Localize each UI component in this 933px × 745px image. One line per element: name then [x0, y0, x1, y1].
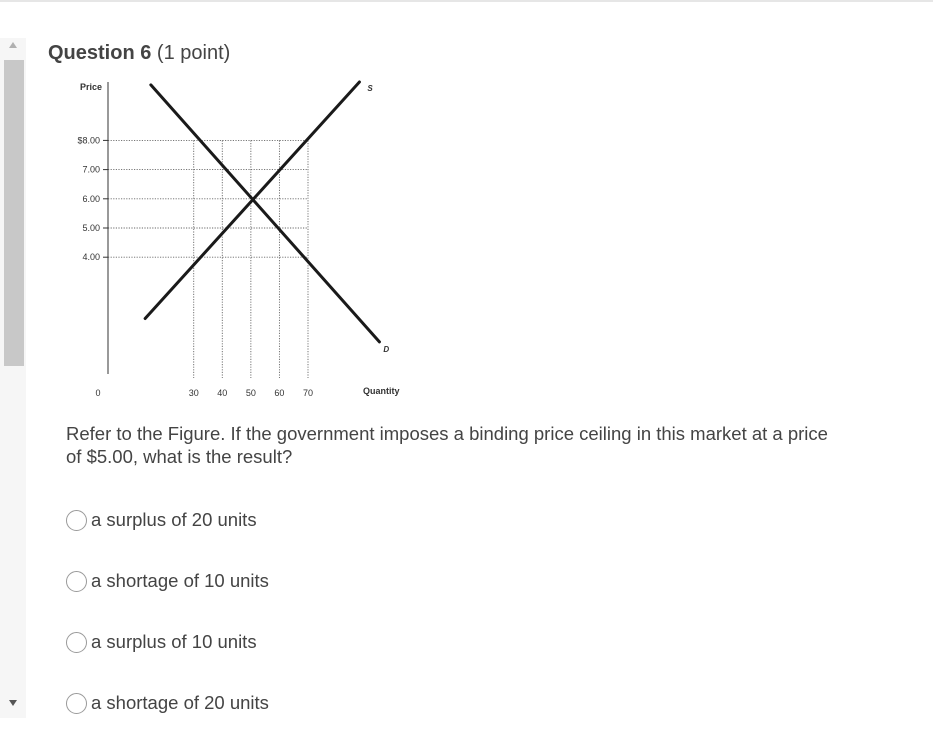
y-tick-label: 6.00 [82, 193, 100, 204]
scroll-down-arrow-icon[interactable] [9, 700, 17, 706]
answer-option-4[interactable] [66, 689, 269, 717]
y-tick-label: 7.00 [82, 164, 100, 175]
tick-labels [77, 135, 313, 398]
curves [145, 82, 389, 354]
scroll-thumb[interactable] [4, 60, 24, 366]
question-header [48, 41, 230, 65]
answer-option-2[interactable] [66, 567, 269, 595]
x-tick-label: 40 [217, 388, 228, 398]
radio-button-icon[interactable] [66, 571, 87, 592]
y-tick-label: 4.00 [82, 252, 100, 263]
answer-option-label[interactable]: a shortage of 10 units [91, 570, 269, 591]
top-divider [0, 0, 933, 2]
x-tick-label: 70 [302, 388, 314, 398]
x-tick-label: 60 [274, 388, 285, 398]
scroll-up-arrow-icon[interactable] [9, 42, 17, 48]
answer-option-label[interactable]: a surplus of 10 units [91, 631, 257, 652]
y-tick-label: 5.00 [82, 223, 100, 233]
question-title: Question 6 [48, 42, 152, 64]
x-axis-label: Quantity [363, 386, 400, 396]
x-tick-label: 30 [188, 388, 199, 398]
answer-option-label[interactable]: a surplus of 20 units [91, 509, 257, 530]
answer-option-3[interactable] [66, 628, 257, 656]
demand-curve [151, 85, 380, 342]
answer-option-label[interactable]: a shortage of 20 units [91, 692, 269, 713]
supply-demand-figure [60, 74, 420, 414]
supply-curve-label: S [367, 84, 373, 93]
answer-option-1[interactable] [66, 506, 257, 534]
origin-label: 0 [95, 388, 101, 398]
y-tick-label: $8.00 [77, 135, 100, 146]
vertical-scrollbar[interactable] [0, 38, 26, 718]
radio-button-icon[interactable] [66, 632, 87, 653]
radio-button-icon[interactable] [66, 693, 87, 714]
supply-demand-chart [60, 74, 420, 414]
demand-curve-label: D [383, 344, 390, 354]
guide-lines [103, 140, 308, 378]
y-axis-label: Price [79, 82, 102, 92]
question-prompt: Refer to the Figure. If the government imposes a binding price ceiling in this market at a price of $5.00, what is the result? [66, 423, 828, 467]
question-points: (1 point) [156, 42, 231, 64]
radio-button-icon[interactable] [66, 510, 87, 531]
x-tick-label: 50 [245, 388, 256, 398]
